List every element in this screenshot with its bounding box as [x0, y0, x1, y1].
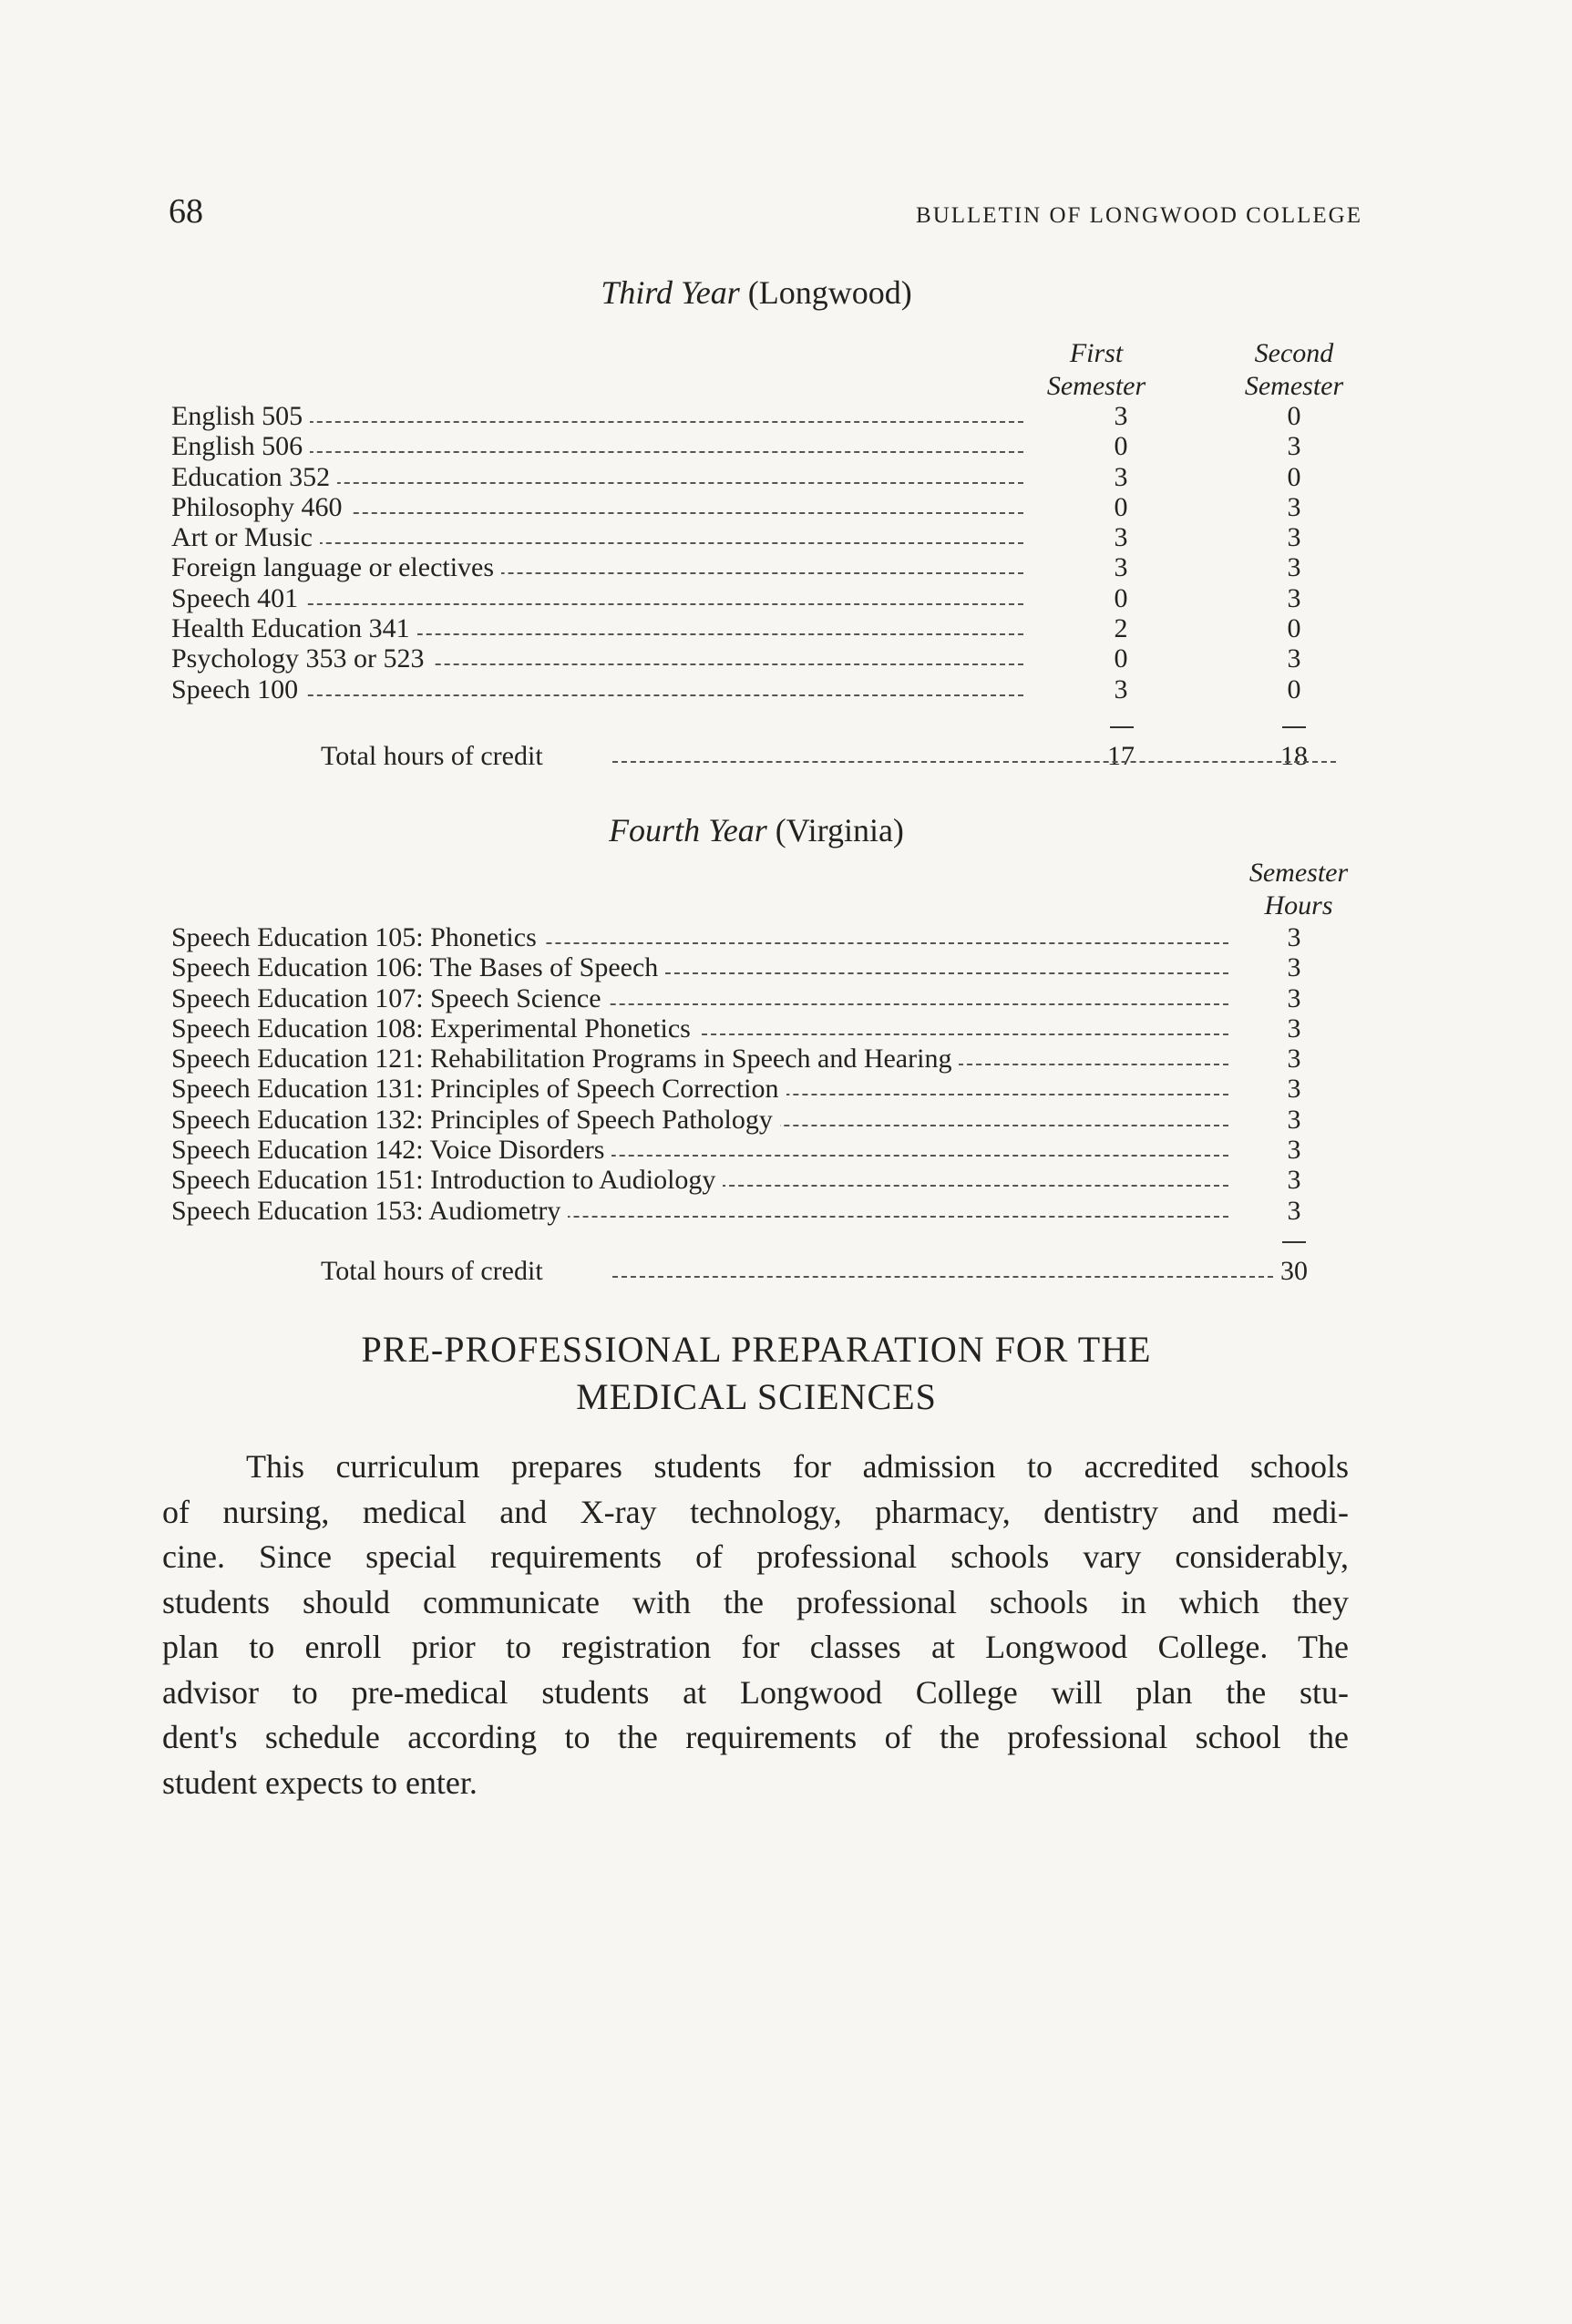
third-year-total-label: Total hours of credit: [321, 741, 550, 771]
first-semester-header-line2: Semester: [1046, 371, 1146, 401]
third-year-row: [171, 462, 1383, 492]
semester-hours-value: 3: [1287, 1074, 1301, 1105]
second-semester-value: 3: [1287, 522, 1301, 553]
third-year-title-rest: (Longwood): [739, 274, 912, 311]
course-name: Philosophy 460: [171, 492, 350, 522]
third-year-row: [171, 522, 1383, 552]
fourth-year-total-label: Total hours of credit: [321, 1256, 550, 1286]
second-semester-header-line1: Second: [1254, 338, 1334, 368]
course-name: Speech Education 106: The Bases of Speech: [171, 952, 665, 982]
second-semester-value: 3: [1287, 491, 1301, 522]
first-semester-value: 3: [1114, 401, 1128, 431]
paragraph-line: cine. Since special requirements of professional schools vary considerably,: [162, 1538, 1349, 1575]
third-year-title-italic: Third Year: [601, 274, 740, 311]
second-semester-total-rule: [1282, 726, 1306, 728]
first-semester-value: 0: [1114, 582, 1128, 613]
semester-hours-total-rule: [1282, 1241, 1306, 1243]
paragraph-line: dent's schedule according to the requirements of the professional school the: [162, 1719, 1349, 1755]
leader-dots: [612, 761, 1336, 763]
course-name: Speech Education 105: Phonetics: [171, 922, 544, 952]
paragraph-line: advisor to pre-medical students at Longwood College will plan the stu-: [162, 1673, 1349, 1711]
course-name: Speech 100: [171, 674, 305, 704]
second-semester-value: 3: [1287, 643, 1301, 674]
fourth-year-row: [171, 1044, 1383, 1074]
fourth-year-title: [0, 811, 1513, 849]
fourth-year-row: [171, 1105, 1383, 1135]
first-semester-value: 0: [1114, 491, 1128, 522]
third-year-row: [171, 431, 1383, 461]
third-year-row: [171, 552, 1383, 582]
semester-hours-value: 3: [1287, 1104, 1301, 1135]
fourth-year-row: [171, 952, 1383, 982]
third-year-total-first: 17: [1107, 741, 1135, 771]
semester-hours-value: 3: [1287, 1195, 1301, 1226]
course-name: Art or Music: [171, 522, 320, 552]
page-number: 68: [169, 192, 203, 231]
pre-professional-paragraph: [162, 1445, 1349, 1805]
second-semester-value: 3: [1287, 552, 1301, 583]
fourth-year-row: [171, 1135, 1383, 1165]
course-name: Speech Education 131: Principles of Speech Correction: [171, 1074, 786, 1104]
semester-hours-value: 3: [1287, 1135, 1301, 1166]
course-name: Speech Education 107: Speech Science: [171, 983, 609, 1013]
course-name: English 506: [171, 431, 310, 461]
second-semester-value: 0: [1287, 401, 1301, 431]
third-year-row: [171, 583, 1383, 613]
first-semester-value: 3: [1114, 461, 1128, 492]
fourth-year-row: [171, 1196, 1383, 1226]
second-semester-header: [1217, 337, 1372, 403]
leader-dots: [612, 1276, 1273, 1278]
first-semester-total-rule: [1110, 726, 1134, 728]
third-year-row: [171, 401, 1383, 431]
fourth-year-row: [171, 1074, 1383, 1104]
course-name: Health Education 341: [171, 613, 417, 643]
fourth-year-total-row: [321, 1256, 1383, 1286]
semester-hours-value: 3: [1287, 1165, 1301, 1196]
third-year-title: [0, 273, 1513, 312]
semester-hours-value: 3: [1287, 922, 1301, 952]
second-semester-value: 0: [1287, 613, 1301, 644]
semester-hours-value: 3: [1287, 1044, 1301, 1075]
course-name: English 505: [171, 401, 310, 431]
course-name: Foreign language or electives: [171, 552, 501, 582]
second-semester-value: 3: [1287, 431, 1301, 462]
semester-hours-value: 3: [1287, 952, 1301, 983]
first-semester-value: 2: [1114, 613, 1128, 644]
fourth-year-title-italic: Fourth Year: [609, 812, 767, 848]
third-year-total-row: [321, 741, 1383, 771]
semester-hours-header-line2: Hours: [1264, 890, 1333, 920]
course-name: Speech 401: [171, 583, 305, 613]
first-semester-value: 0: [1114, 431, 1128, 462]
third-year-row: [171, 613, 1383, 643]
semester-hours-value: 3: [1287, 982, 1301, 1013]
fourth-year-table: [171, 922, 1383, 1226]
semester-hours-value: 3: [1287, 1013, 1301, 1044]
first-semester-header-line1: First: [1069, 338, 1124, 368]
course-name: Speech Education 132: Principles of Speech Pathology: [171, 1105, 780, 1135]
semester-hours-header: [1226, 857, 1372, 922]
page-header: [169, 191, 1362, 231]
third-year-row: [171, 674, 1383, 704]
paragraph-line: student expects to enter.: [162, 1764, 478, 1801]
fourth-year-row: [171, 1013, 1383, 1044]
semester-hours-header-line1: Semester: [1248, 858, 1349, 888]
paragraph-line: plan to enroll prior to registration for classes at Longwood College. The: [162, 1629, 1349, 1665]
third-year-row: [171, 492, 1383, 522]
pre-professional-heading-line2: MEDICAL SCIENCES: [576, 1376, 937, 1417]
fourth-year-row: [171, 922, 1383, 952]
third-year-table: [171, 401, 1383, 704]
course-name: Education 352: [171, 462, 337, 492]
course-name: Psychology 353 or 523: [171, 643, 432, 674]
fourth-year-row: [171, 983, 1383, 1013]
pre-professional-heading-line1: PRE-PROFESSIONAL PREPARATION FOR THE: [361, 1329, 1152, 1370]
first-semester-value: 3: [1114, 552, 1128, 583]
course-name: Speech Education 151: Introduction to Audiology: [171, 1165, 723, 1195]
first-semester-value: 0: [1114, 643, 1128, 674]
first-semester-header: [1019, 337, 1174, 403]
second-semester-value: 0: [1287, 461, 1301, 492]
first-semester-value: 3: [1114, 522, 1128, 553]
fourth-year-row: [171, 1165, 1383, 1195]
paragraph-line: This curriculum prepares students for admission to accredited schools: [246, 1448, 1349, 1485]
third-year-total-second: 18: [1280, 741, 1308, 771]
pre-professional-heading: [0, 1326, 1513, 1421]
fourth-year-total-hours: 30: [1280, 1256, 1308, 1286]
fourth-year-title-rest: (Virginia): [766, 812, 904, 848]
course-name: Speech Education 121: Rehabilitation Programs in Speech and Hearing: [171, 1044, 959, 1074]
third-year-row: [171, 643, 1383, 674]
course-name: Speech Education 153: Audiometry: [171, 1196, 568, 1226]
paragraph-line: students should communicate with the professional schools in which they: [162, 1583, 1349, 1620]
running-head: BULLETIN OF LONGWOOD COLLEGE: [916, 203, 1362, 228]
second-semester-header-line2: Semester: [1244, 371, 1344, 401]
second-semester-value: 0: [1287, 674, 1301, 704]
first-semester-value: 3: [1114, 674, 1128, 704]
course-name: Speech Education 108: Experimental Phonetics: [171, 1013, 698, 1044]
paragraph-line: of nursing, medical and X-ray technology, pharmacy, dentistry and medi-: [162, 1493, 1349, 1530]
second-semester-value: 3: [1287, 582, 1301, 613]
course-name: Speech Education 142: Voice Disorders: [171, 1135, 611, 1165]
